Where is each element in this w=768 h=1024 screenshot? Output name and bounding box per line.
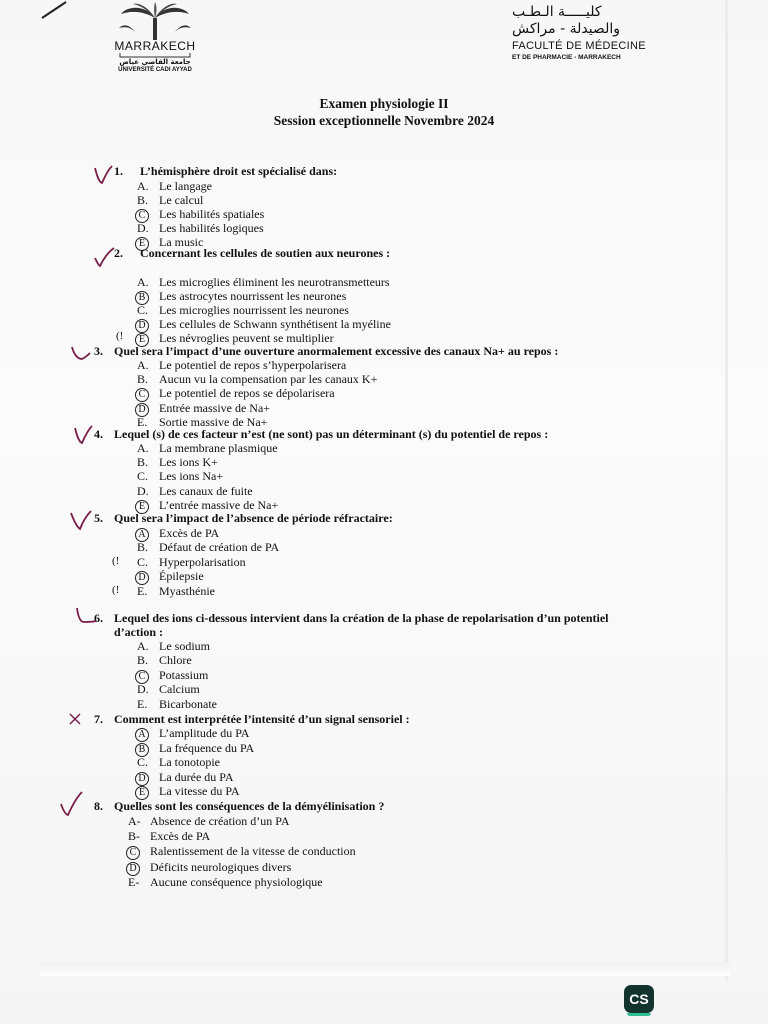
question-number: 6. <box>94 611 103 625</box>
option-letter <box>128 814 150 829</box>
option-letter <box>137 653 159 668</box>
check-mark-q4 <box>72 424 96 446</box>
circled-option-letter: C <box>126 846 140 860</box>
paper-edge <box>725 0 728 980</box>
option-letter-text: E. <box>137 583 148 598</box>
option-letter <box>128 844 150 860</box>
option-letter-text: B. <box>137 372 149 387</box>
option-text: Le sodium <box>159 639 210 653</box>
option-text: Les ions K+ <box>159 455 218 470</box>
option-letter-text: A. <box>137 358 149 372</box>
question-text: Comment est interprétée l’intensité d’un signal sensoriel : <box>114 712 410 726</box>
check-mark-q5 <box>68 509 94 533</box>
answer-option <box>137 193 203 208</box>
option-letter-text: D. <box>137 682 149 697</box>
option-letter <box>128 875 150 890</box>
answer-option <box>137 179 212 194</box>
option-text: Entrée massive de Na+ <box>159 400 271 415</box>
pen-stroke <box>40 0 70 20</box>
logo-city: MARRAKECH <box>114 39 196 53</box>
option-letter <box>137 179 159 194</box>
option-text: Ralentissement de la vitesse de conduction <box>150 844 356 859</box>
option-text: Les ions Na+ <box>159 469 224 484</box>
cross-mark-q7 <box>68 712 82 726</box>
option-letter <box>137 193 159 208</box>
option-letter-text: B. <box>137 540 149 555</box>
option-letter <box>137 275 159 290</box>
option-text: Épilepsie <box>159 569 204 584</box>
answer-option <box>137 540 279 555</box>
option-text: Les microglies éliminent les neurotransmetteurs <box>159 275 390 289</box>
option-letter <box>137 584 159 599</box>
answer-option <box>137 770 234 786</box>
option-text: Défaut de création de PA <box>159 540 280 555</box>
circled-option-letter: B <box>135 743 149 757</box>
faculty-arabic-line2: والصيدلة - مراكش <box>512 21 620 37</box>
option-text: La vitesse du PA <box>159 784 240 799</box>
option-letter <box>137 372 159 387</box>
option-text: Le potentiel de repos se dépolarisera <box>159 386 335 401</box>
check-mark-q1 <box>92 164 116 186</box>
option-text: Hyperpolarisation <box>159 554 246 569</box>
option-letter <box>137 755 159 770</box>
circled-option-letter: B <box>135 291 149 305</box>
option-text: L’amplitude du PA <box>159 726 250 740</box>
option-text: Myasthénie <box>159 583 215 598</box>
answer-option <box>137 221 264 236</box>
option-text: Calcium <box>159 682 200 697</box>
question-text-continued: d’action : <box>114 625 163 639</box>
option-letter <box>137 770 159 786</box>
question-text: Concernant les cellules de soutien aux neurones : <box>140 246 391 260</box>
question-text: Quel sera l’impact d’une ouverture anormalement excessive des canaux Na+ au repos : <box>114 344 559 358</box>
answer-option <box>137 275 390 290</box>
option-text: Excès de PA <box>150 829 211 844</box>
option-letter-text: A- <box>128 814 141 828</box>
option-letter-text: C. <box>137 554 149 569</box>
answer-option <box>137 682 200 697</box>
exam-title: Examen physiologie II <box>319 96 449 111</box>
option-letter <box>137 697 159 712</box>
option-letter-text: C. <box>137 469 149 484</box>
answer-option <box>137 469 223 484</box>
option-letter <box>128 829 150 844</box>
circled-option-letter: D <box>135 319 149 333</box>
option-letter <box>137 784 159 800</box>
circled-option-letter: E <box>135 500 149 514</box>
option-text: Aucune conséquence physiologique <box>150 874 323 889</box>
palm-tree-logo-icon <box>115 2 195 42</box>
option-text: La durée du PA <box>159 769 234 784</box>
option-text: La membrane plasmique <box>159 441 278 455</box>
option-text: Sortie massive de Na+ <box>159 414 268 429</box>
answer-option <box>137 697 217 712</box>
option-text: Les cellules de Schwann synthétisent la myéline <box>159 316 391 331</box>
option-letter-text: B. <box>137 192 149 207</box>
option-letter-text: A. <box>137 441 149 455</box>
option-letter <box>137 303 159 318</box>
answer-option <box>128 844 356 860</box>
circled-option-letter: E <box>135 786 149 800</box>
question-text: Quel sera l’impact de l’absence de période réfractaire: <box>114 511 393 525</box>
faculty-header <box>512 4 672 62</box>
answer-option <box>137 555 246 570</box>
answer-option <box>137 484 253 499</box>
circled-option-letter: C <box>135 388 149 402</box>
check-mark-q8 <box>58 790 84 818</box>
option-letter-text: C. <box>137 302 149 317</box>
circled-option-letter: C <box>135 670 149 684</box>
option-letter-text: A. <box>137 275 149 289</box>
question-text: Quelles sont les conséquences de la démyélinisation ? <box>114 799 385 813</box>
option-text: Aucun vu la compensation par les canaux K+ <box>159 372 378 387</box>
option-letter <box>137 469 159 484</box>
circled-option-letter: A <box>135 728 149 742</box>
answer-option <box>137 639 210 654</box>
option-letter <box>137 639 159 654</box>
option-letter <box>137 540 159 555</box>
circled-option-letter: D <box>126 862 140 876</box>
option-text: Les astrocytes nourrissent les neurones <box>159 288 347 303</box>
option-letter-text: D. <box>137 483 149 498</box>
question-number: 2. <box>114 246 123 260</box>
answer-option <box>137 584 215 599</box>
option-letter <box>128 860 150 876</box>
circled-option-letter: C <box>135 209 149 223</box>
option-letter-text: E. <box>137 696 148 711</box>
answer-option <box>137 358 346 373</box>
circled-option-letter: E <box>135 237 149 251</box>
question-text: Lequel des ions ci-dessous intervient dans la création de la phase de repolarisation d’un potentiel <box>114 611 609 625</box>
answer-option <box>128 875 323 890</box>
option-letter <box>137 221 159 236</box>
answer-option <box>137 653 192 668</box>
option-text: La tonotopie <box>159 755 220 770</box>
answer-option <box>137 303 349 318</box>
option-letter <box>137 358 159 373</box>
option-text: Les habilités spatiales <box>159 206 265 221</box>
answer-option <box>137 784 240 800</box>
option-text: Potassium <box>159 667 209 682</box>
answer-option <box>128 814 290 829</box>
question-number: 3. <box>94 344 103 358</box>
option-letter-text: E. <box>137 414 148 429</box>
answer-option <box>137 372 377 387</box>
answer-option <box>128 860 291 876</box>
check-mark-q3 <box>70 343 94 363</box>
logo-university-name: UNIVERSITÉ CADI AYYAD <box>118 67 192 73</box>
answer-option <box>137 726 249 742</box>
option-text: La music <box>159 234 204 249</box>
option-letter-text: B. <box>137 455 149 470</box>
option-text: Bicarbonate <box>159 696 217 711</box>
question-text: L’hémisphère droit est spécialisé dans: <box>140 164 338 178</box>
circled-option-letter: D <box>135 571 149 585</box>
uncertain-mark-q5e: (! <box>112 584 120 596</box>
option-letter <box>137 441 159 456</box>
camscanner-badge: CS <box>624 985 654 1013</box>
option-text: Le calcul <box>159 192 204 207</box>
option-letter <box>137 741 159 757</box>
option-text: L’entrée massive de Na+ <box>159 497 279 512</box>
option-letter-text: B. <box>137 653 149 668</box>
option-text: Les microglies nourrissent les neurones <box>159 302 349 317</box>
answer-option <box>137 755 220 770</box>
option-letter-text: E- <box>128 874 140 889</box>
option-text: Les canaux de fuite <box>159 483 253 498</box>
option-text: Le langage <box>159 179 212 193</box>
option-letter <box>137 484 159 499</box>
option-letter-text: B- <box>128 829 140 844</box>
option-letter <box>137 455 159 470</box>
option-letter <box>137 555 159 570</box>
question-number: 5. <box>94 511 103 525</box>
answer-option <box>137 441 278 456</box>
option-text: Le potentiel de repos s’hyperpolarisera <box>159 358 347 372</box>
paper-bottom-shadow <box>40 962 730 976</box>
answer-option <box>137 455 218 470</box>
uncertain-mark-q5c: (! <box>112 555 120 567</box>
check-mark-q2 <box>92 246 116 268</box>
answer-option <box>128 829 210 844</box>
exam-session: Session exceptionnelle Novembre 2024 <box>273 113 495 128</box>
circled-option-letter: D <box>135 403 149 417</box>
faculty-location: ET DE PHARMACIE - MARRAKECH <box>512 54 621 61</box>
uncertain-mark-q2e: (! <box>116 330 124 342</box>
university-logo <box>100 2 210 74</box>
question-number: 7. <box>94 712 103 726</box>
question-number: 4. <box>94 427 103 441</box>
question-number: 1. <box>114 164 123 178</box>
option-text: Chlore <box>159 653 192 668</box>
option-letter-text: D. <box>137 220 149 235</box>
circled-option-letter: D <box>135 772 149 786</box>
circled-option-letter: E <box>135 333 149 347</box>
circled-option-letter: A <box>135 528 149 542</box>
option-text: Absence de création d’un PA <box>150 814 290 828</box>
option-text: Déficits neurologiques divers <box>150 859 292 874</box>
option-text: Les habilités logiques <box>159 220 264 235</box>
answer-option <box>137 741 254 757</box>
option-letter-text: A. <box>137 179 149 193</box>
question-text: Lequel (s) de ces facteur n’est (ne sont) pas un déterminant (s) du potentiel de repos : <box>114 427 549 441</box>
option-letter-text: C. <box>137 755 149 770</box>
question-number: 8. <box>94 799 103 813</box>
option-letter <box>137 682 159 697</box>
option-text: La fréquence du PA <box>159 740 255 755</box>
logo-university-arabic: جامعة القاضي عياض <box>119 58 191 66</box>
check-mark-q6 <box>74 606 98 626</box>
option-text: Les névroglies peuvent se multiplier <box>159 330 334 345</box>
option-letter <box>137 726 159 742</box>
option-text: Excès de PA <box>159 526 220 540</box>
faculty-arabic-line1: كليـــــة الـطـب <box>512 4 602 20</box>
option-letter-text: A. <box>137 639 149 653</box>
faculty-name: FACULTÉ DE MÉDECINE <box>512 40 646 52</box>
